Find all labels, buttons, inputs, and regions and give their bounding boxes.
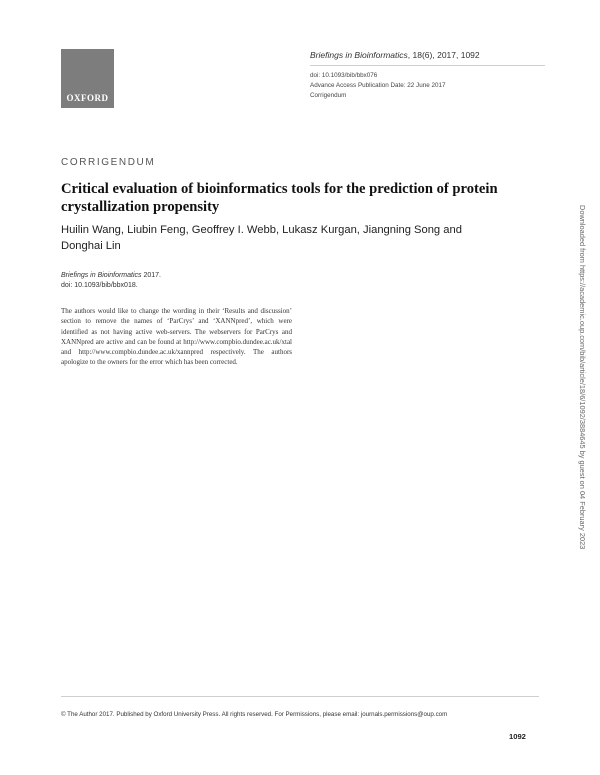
copyright-notice: © The Author 2017. Published by Oxford University Press. All rights reserved. For Permissions, please email: journals.permissions@oup.com [61, 711, 448, 718]
citation-journal: Briefings in Bioinformatics [61, 272, 142, 279]
citation-doi[interactable]: doi: 10.1093/bib/bbx018. [61, 282, 138, 289]
original-citation [61, 271, 161, 291]
article-type: Corrigendum [310, 91, 347, 99]
advance-access-date: Advance Access Publication Date: 22 June 2017 [310, 81, 446, 89]
article-title: Critical evaluation of bioinformatics tools for the prediction of protein crystallization propensity [61, 181, 498, 215]
corrigendum-body: The authors would like to change the wording in their ‘Results and discussion’ section to remove the names of ‘ParCrys’ and ‘XANNpred’, which were identified as not having active web-servers. The webservers for ParCrys and XANNpred are active and can be found at http://www.compbio.dundee.ac.uk/xtal and http://www.compbio.dundee.ac.uk/xannpred respectively. The authors apologize to the owners for the error which has been corrected. [61, 307, 292, 367]
citation-year: 2017. [141, 272, 161, 279]
journal-volume-pages: , 18(6), 2017, 1092 [407, 50, 480, 60]
footer-divider [61, 696, 539, 697]
oxford-logo [61, 49, 114, 108]
doi-link[interactable]: doi: 10.1093/bib/bbx076 [310, 72, 378, 79]
oxford-logo-text: OXFORD [66, 93, 109, 103]
section-label: CORRIGENDUM [61, 157, 156, 168]
download-watermark-text: Downloaded from https://academic.oup.com/bib/article/18/6/1092/3884645 by guest on 04 February 2023 [578, 205, 587, 550]
header-divider [310, 65, 545, 66]
page-number: 1092 [509, 732, 526, 741]
author-list: Huilin Wang, Liubin Feng, Geoffrey I. Webb, Lukasz Kurgan, Jiangning Song and Donghai Lin [61, 224, 462, 252]
journal-citation-header [310, 50, 480, 60]
download-watermark [572, 205, 590, 585]
header-meta [310, 71, 445, 100]
journal-name: Briefings in Bioinformatics [310, 50, 408, 60]
